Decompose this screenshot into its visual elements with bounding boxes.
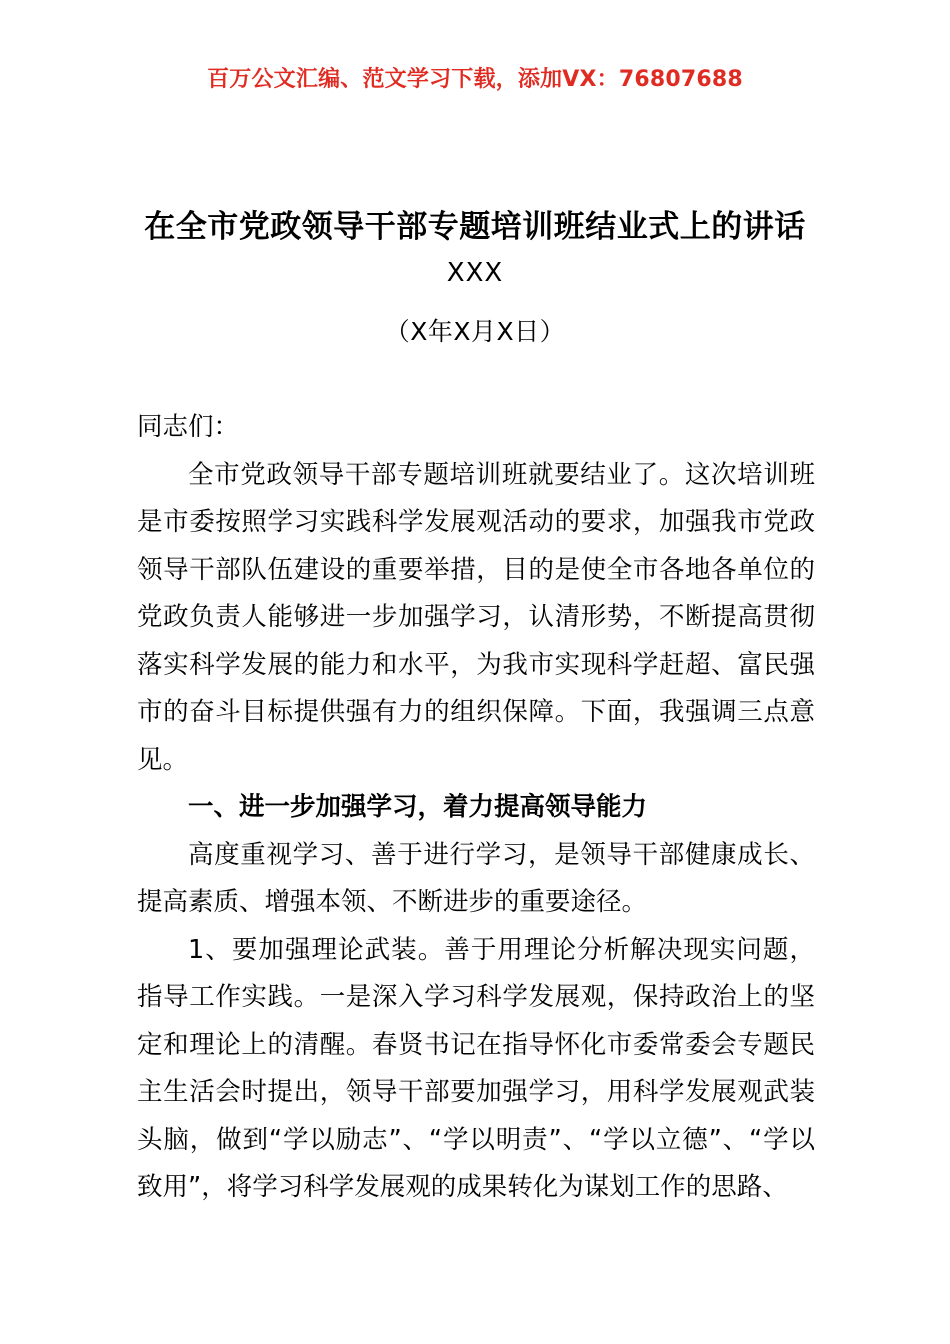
body-paragraph: 1、要加强理论武装。善于用理论分析解决现实问题，指导工作实践。一是深入学习科学发展观，保持政治上的坚定和理论上的清醒。春贤书记在指导怀化市委常委会专题民主生活会时提出，领导干部要加强学习，用科学发展观武装头脑，做到“学以励志”、“学以明责”、“学以立德”、“学以致用”，将学习科学发展观的成果转化为谋划工作的思路、 bbox=[137, 934, 815, 1202]
body-paragraph: 高度重视学习、善于进行学习，是领导干部健康成长、提高素质、增强本领、不断进步的重要途径。 bbox=[137, 839, 815, 917]
document-date: （X年X月X日） bbox=[384, 317, 566, 346]
salutation: 同志们： bbox=[137, 412, 240, 442]
body-paragraph: 全市党政领导干部专题培训班就要结业了。这次培训班是市委按照学习实践科学发展观活动的要求，加强我市党政领导干部队伍建设的重要举措，目的是使全市各地各单位的党政负责人能够进一步加强学习，认清形势，不断提高贯彻落实科学发展的能力和水平，为我市实现科学赶超、富民强市的奋斗目标提供强有力的组织保障。下面，我强调三点意见。 bbox=[137, 459, 815, 775]
section-heading-1: 一、进一步加强学习，着力提高领导能力 bbox=[188, 792, 648, 822]
document-byline: XXX bbox=[446, 258, 504, 288]
page-title: 在全市党政领导干部专题培训班结业式上的讲话 bbox=[144, 208, 806, 245]
document-body bbox=[137, 404, 815, 1212]
promo-banner-text: 百万公文汇编、范文学习下载，添加VX：76807688 bbox=[207, 67, 743, 92]
